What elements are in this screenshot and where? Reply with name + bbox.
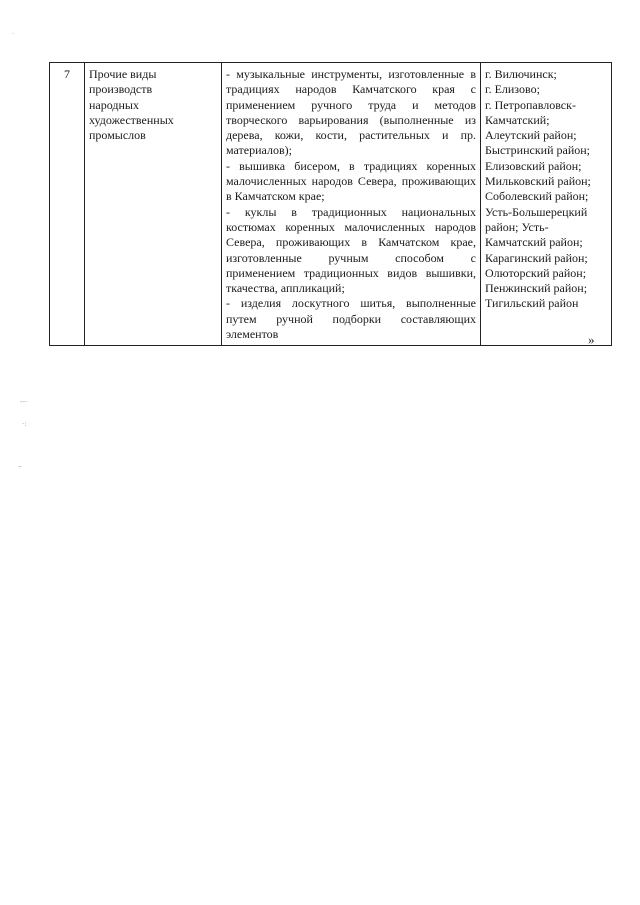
scan-speck: · bbox=[12, 30, 15, 38]
closing-quote: » bbox=[588, 332, 595, 347]
area-line: район; Усть- bbox=[485, 219, 549, 234]
area-line: Соболевский район; bbox=[485, 189, 589, 204]
craft-name-line: художественных bbox=[89, 112, 174, 127]
area-line: Мильковский район; bbox=[485, 174, 591, 189]
area-line: Пенжинский район; bbox=[485, 281, 588, 296]
area-line: Усть-Большерецкий bbox=[485, 204, 588, 219]
table-row bbox=[50, 63, 612, 346]
craft-name-line: народных bbox=[89, 97, 139, 112]
craft-name-line: промыслов bbox=[89, 128, 146, 143]
row-number: 7 bbox=[50, 63, 85, 346]
document-table bbox=[49, 62, 612, 346]
areas-cell bbox=[481, 63, 612, 346]
area-line: Карагинский район; bbox=[485, 250, 588, 265]
area-line: Камчатский район; bbox=[485, 235, 583, 250]
area-line: Быстринский район; bbox=[485, 143, 591, 158]
area-line: Елизовский район; bbox=[485, 158, 582, 173]
area-line: Алеутский район; bbox=[485, 128, 577, 143]
description-cell bbox=[222, 63, 481, 346]
scan-speck: ·: bbox=[22, 420, 27, 428]
area-line: Олюторский район; bbox=[485, 265, 587, 280]
description-item: - вышивка бисером, в традициях коренных малочисленных народов Севера, проживающих в Камчатском крае; bbox=[226, 158, 476, 204]
description-item: - музыкальные инструменты, изготовленные в традициях народов Камчатского края с применением ручного труда и методов творческого варьирования (выполненные из дерева, кожи, кости, растительных и пр. материалов); bbox=[226, 67, 476, 158]
craft-name-cell bbox=[85, 63, 222, 346]
scan-speck: --· bbox=[20, 398, 28, 406]
craft-name-line: Прочие виды bbox=[89, 67, 157, 81]
craft-name-line: производств bbox=[89, 82, 153, 97]
area-line: Камчатский; bbox=[485, 112, 550, 127]
description-item: - изделия лоскутного шитья, выполненные путем ручной подборки составляющих элементов bbox=[226, 296, 476, 342]
area-line: г. Вилючинск; bbox=[485, 67, 557, 81]
area-line: г. Елизово; bbox=[485, 82, 540, 97]
description-item: - куклы в традиционных национальных костюмах коренных малочисленных народов Севера, проживающих в Камчатском крае, изготовленные ручным способом с применением традиционных видов вышивки, ткачества, аппликаций; bbox=[226, 204, 476, 296]
scan-speck: – bbox=[18, 462, 22, 470]
area-line: Тигильский район bbox=[485, 296, 579, 311]
area-line: г. Петропавловск- bbox=[485, 97, 576, 112]
